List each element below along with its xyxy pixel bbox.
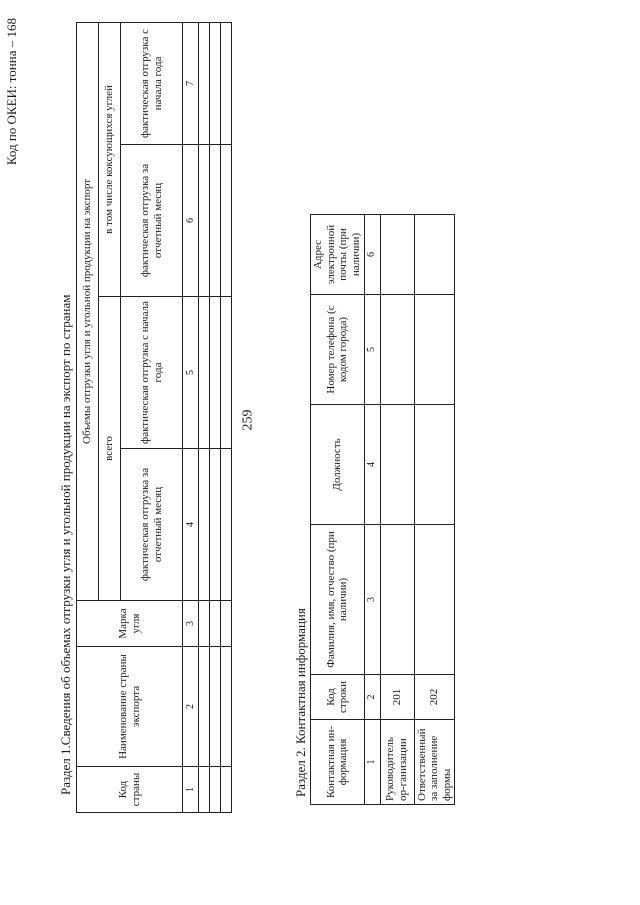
- header-full-name: Фамилия, имя, отчество (при наличии): [311, 525, 365, 675]
- header-ytd-total: фактическая отгрузка с начала года: [121, 297, 183, 449]
- empty-cell: [221, 767, 232, 813]
- empty-cell: [210, 22, 221, 144]
- column-number: 6: [183, 145, 199, 297]
- header-coking: в том числе коксующихся углей: [99, 22, 121, 296]
- header-month-coking: фактическая отгрузка за отчетный месяц: [121, 145, 183, 297]
- empty-cell: [414, 215, 455, 295]
- empty-cell: [199, 647, 210, 767]
- empty-cell: [221, 449, 232, 601]
- empty-cell: [210, 601, 221, 647]
- empty-cell: [199, 449, 210, 601]
- section1-title: Раздел 1.Сведения об объемах отгрузки угля и угольной продукции на экспорт по странам: [58, 294, 73, 795]
- table-row: [221, 22, 232, 812]
- column-number: 4: [364, 405, 380, 525]
- row-code: 201: [380, 675, 414, 720]
- section2-title: Раздел 2. Контактная информация: [293, 608, 308, 797]
- header-phone: Номер телефона (с кодом города): [311, 295, 365, 405]
- header-volumes: Объемы отгрузки угля и угольной продукции на экспорт: [77, 22, 99, 600]
- okei-code: Код по ОКЕИ: тонна – 168: [4, 18, 19, 166]
- empty-cell: [199, 601, 210, 647]
- table-row: [210, 22, 221, 812]
- row-label-head: Руководитель ор-ганизации: [380, 720, 414, 805]
- row-label-responsible: Ответственный за заполнение формы: [414, 720, 455, 805]
- empty-cell: [380, 405, 414, 525]
- header-position: Должность: [311, 405, 365, 525]
- column-number: 2: [364, 675, 380, 720]
- empty-cell: [221, 601, 232, 647]
- empty-cell: [199, 297, 210, 449]
- column-number: 7: [183, 22, 199, 144]
- header-row-code: Код строки: [311, 675, 365, 720]
- empty-cell: [210, 647, 221, 767]
- empty-cell: [221, 145, 232, 297]
- column-number: 5: [183, 297, 199, 449]
- column-number: 5: [364, 295, 380, 405]
- row-code: 202: [414, 675, 455, 720]
- empty-cell: [380, 295, 414, 405]
- header-ytd-coking: фактическая отгрузка с начала года: [121, 22, 183, 144]
- empty-cell: [199, 767, 210, 813]
- header-country-code: Код страны: [77, 767, 183, 813]
- empty-cell: [210, 767, 221, 813]
- column-number: 2: [183, 647, 199, 767]
- table-row: [199, 22, 210, 812]
- header-month-total: фактическая отгрузка за отчетный месяц: [121, 449, 183, 601]
- empty-cell: [414, 295, 455, 405]
- header-contact-info: Контактная ин-формация: [311, 720, 365, 805]
- empty-cell: [221, 22, 232, 144]
- empty-cell: [414, 525, 455, 675]
- empty-cell: [199, 145, 210, 297]
- table-row: [380, 215, 414, 805]
- column-number: 1: [364, 720, 380, 805]
- empty-cell: [221, 647, 232, 767]
- header-country-name: Наименование страны экспорта: [77, 647, 183, 767]
- contact-info-table: [310, 214, 455, 805]
- empty-cell: [380, 215, 414, 295]
- header-coal-grade: Марка угля: [77, 601, 183, 647]
- empty-cell: [199, 22, 210, 144]
- header-total: всего: [99, 297, 121, 601]
- column-number: 1: [183, 767, 199, 813]
- column-number: 4: [183, 449, 199, 601]
- column-number: 6: [364, 215, 380, 295]
- export-volumes-table: [76, 22, 232, 813]
- empty-cell: [380, 525, 414, 675]
- column-number: 3: [364, 525, 380, 675]
- column-number: 3: [183, 601, 199, 647]
- empty-cell: [414, 405, 455, 525]
- header-email: Адрес электронной почты (при наличии): [311, 215, 365, 295]
- empty-cell: [210, 449, 221, 601]
- empty-cell: [221, 297, 232, 449]
- empty-cell: [210, 145, 221, 297]
- table-row: [414, 215, 455, 805]
- empty-cell: [210, 297, 221, 449]
- page-number: 259: [240, 409, 256, 431]
